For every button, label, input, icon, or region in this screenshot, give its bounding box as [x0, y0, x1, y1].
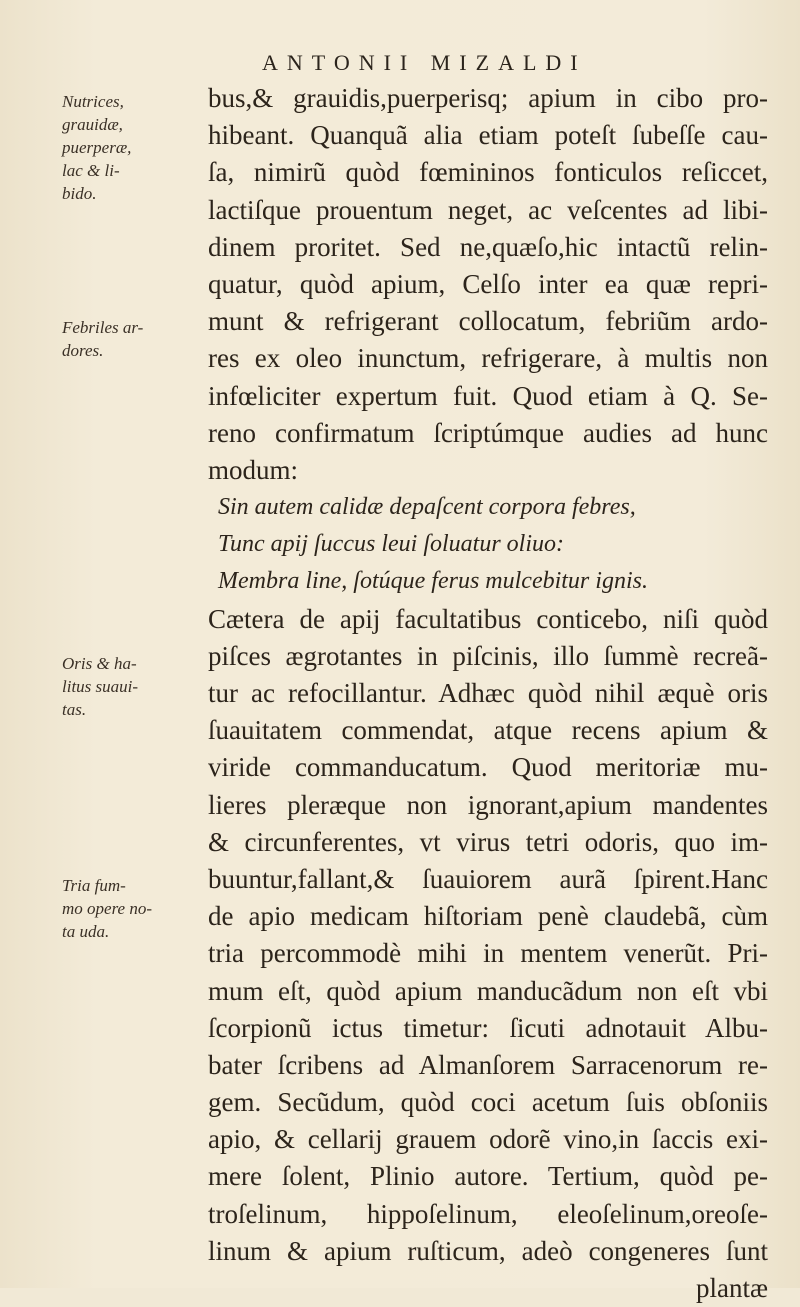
text-line: quatur, quòd apium, Celſo inter ea quæ repri-	[208, 268, 768, 299]
text-line: lieres pleræque non ignorant,apium mandentes	[208, 789, 768, 820]
text-line: piſces ægrotantes in piſcinis, illo ſummè recreã-	[208, 640, 768, 671]
margin-note-line: puerperæ,	[62, 138, 132, 157]
margin-note-line: Febriles ar-	[62, 318, 144, 337]
text-line: gem. Secũdum, quòd coci acetum ſuis obſoniis	[208, 1087, 768, 1118]
text-line: munt & refrigerant collocatum, febriũm ardo-	[208, 306, 768, 337]
text-line: ſa, nimirũ quòd fœmininos fonticulos reſiccet,	[208, 157, 768, 188]
margin-note-line: Oris & ha-	[62, 654, 137, 673]
text-line: apio, & cellarij grauem odorẽ vino,in ſaccis exi-	[208, 1124, 768, 1155]
margin-note-oris	[62, 652, 192, 721]
margin-note-line: litus suaui-	[62, 677, 139, 696]
margin-note-line: tas.	[62, 700, 87, 719]
margin-note-line: Tria fum-	[62, 876, 126, 895]
text-line: dinem proritet. Sed ne,quæſo,hic intactũ relin-	[208, 231, 768, 262]
text-line: hibeant. Quanquã alia etiam poteſt ſubeſſe cau-	[208, 120, 768, 151]
margin-note-line: grauidæ,	[62, 115, 123, 134]
text-line: reno confirmatum ſcriptúmque audies ad hunc	[208, 417, 768, 448]
text-line: res ex oleo inunctum, refrigerare, à multis non	[208, 343, 768, 374]
text-line: ſcorpionũ ictus timetur: ſicuti adnotauit Albu-	[208, 1012, 768, 1043]
verse-line: Tunc apij ſuccus leui ſoluatur oliuo:	[218, 531, 564, 558]
text-line: ſuauitatem commendat, atque recens apium &	[208, 715, 768, 746]
text-line: tria percommodè mihi in mentem venerũt. Pri-	[208, 938, 768, 969]
text-line: de apio medicam hiſtoriam penè claudebã, cùm	[208, 901, 768, 932]
catchword: plantæ	[696, 1273, 768, 1303]
text-line: Cætera de apij facultatibus conticebo, niſi quòd	[208, 603, 768, 634]
text-line: infœliciter expertum fuit. Quod etiam à Q. Se-	[208, 380, 768, 411]
margin-note-nutrices	[62, 90, 192, 205]
margin-note-line: Nutrices,	[62, 92, 124, 111]
text-line: buuntur,fallant,& ſuauiorem aurã ſpirent.Hanc	[208, 863, 768, 894]
margin-note-line: dores.	[62, 341, 104, 360]
margin-note-line: bido.	[62, 184, 97, 203]
text-line: & circunferentes, vt virus tetri odoris, quo im-	[208, 826, 768, 857]
margin-note-line: mo opere no-	[62, 899, 153, 918]
text-line: tur ac refocillantur. Adhæc quòd nihil æquè oris	[208, 678, 768, 708]
margin-note-line: ta uda.	[62, 922, 110, 941]
text-line: mum eſt, quòd apium manducãdum non eſt vbi	[208, 975, 768, 1006]
verse-line: Membra line, ſotúque ferus mulcebitur ignis.	[218, 568, 648, 595]
text-line: mere ſolent, Plinio autore. Tertium, quòd pe-	[208, 1161, 768, 1192]
text-line: bus,& grauidis,puerperisq; apium in cibo pro-	[208, 83, 768, 113]
text-line: bater ſcribens ad Almanſorem Sarracenorum re-	[208, 1049, 768, 1080]
running-head: ANTONII MIZALDI	[262, 50, 587, 75]
text-line: linum & apium ruſticum, adeò congeneres ſunt	[208, 1235, 768, 1266]
margin-note-line: lac & li-	[62, 161, 120, 180]
text-line: modum:	[208, 454, 299, 485]
text-line: lactiſque prouentum neget, ac veſcentes ad libi-	[208, 194, 768, 225]
verse-line: Sin autem calidæ depaſcent corpora febres,	[218, 494, 636, 521]
margin-note-febriles	[62, 316, 192, 362]
text-line: troſelinum, hippoſelinum, eleoſelinum,oreoſe-	[208, 1198, 768, 1229]
margin-note-tria	[62, 874, 192, 943]
main-text-block	[208, 80, 768, 1307]
text-line: viride commanducatum. Quod meritoriæ mu-	[208, 752, 768, 783]
